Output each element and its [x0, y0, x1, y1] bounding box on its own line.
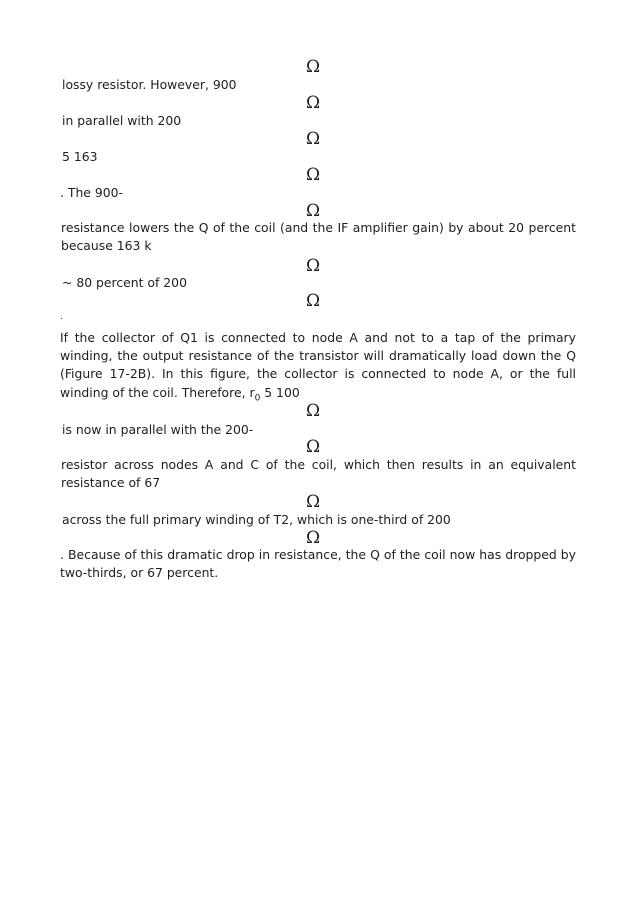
text-line: 5 163 — [62, 149, 98, 164]
omega-symbol: Ω — [306, 291, 321, 311]
text-line: . The 900- — [60, 185, 123, 200]
omega-symbol: Ω — [306, 165, 321, 185]
text-line: in parallel with 200 — [62, 113, 182, 128]
omega-symbol: Ω — [306, 201, 321, 221]
omega-symbol: Ω — [306, 492, 321, 512]
text-paragraph: resistance lowers the Q of the coil (and the IF amplifier gain) by about 20 percent because 163 k — [61, 220, 576, 254]
paragraph-text: If the collector of Q1 is connected to node A and not to a tap of the primary winding, the output resistance of the transistor will dramatically load down the Q (Figure 17-2B). In this figure, the collector is connected to node A, or the full winding of the coil. Therefore, r — [60, 330, 576, 400]
text-line: lossy resistor. However, 900 — [62, 77, 237, 92]
omega-symbol: Ω — [306, 528, 321, 548]
omega-symbol: Ω — [306, 401, 321, 421]
omega-symbol: Ω — [306, 437, 321, 457]
text-line: across the full primary winding of T2, which is one-third of 200 — [62, 512, 451, 527]
omega-symbol: Ω — [306, 129, 321, 149]
subscript: 0 — [254, 393, 261, 404]
omega-symbol: Ω — [306, 256, 321, 276]
paragraph-text: 5 100 — [260, 384, 300, 400]
text-paragraph: resistor across nodes A and C of the coil, which then results in an equivalent resistance of 67 — [61, 457, 576, 491]
text-line: ~ 80 percent of 200 — [62, 275, 187, 290]
omega-symbol: Ω — [306, 93, 321, 113]
text-paragraph — [60, 329, 576, 407]
omega-symbol: Ω — [306, 57, 321, 77]
text-paragraph: . Because of this dramatic drop in resistance, the Q of the coil now has dropped by two-thirds, or 67 percent. — [60, 547, 576, 581]
text-line: . — [60, 312, 63, 322]
text-line: is now in parallel with the 200- — [62, 422, 254, 437]
